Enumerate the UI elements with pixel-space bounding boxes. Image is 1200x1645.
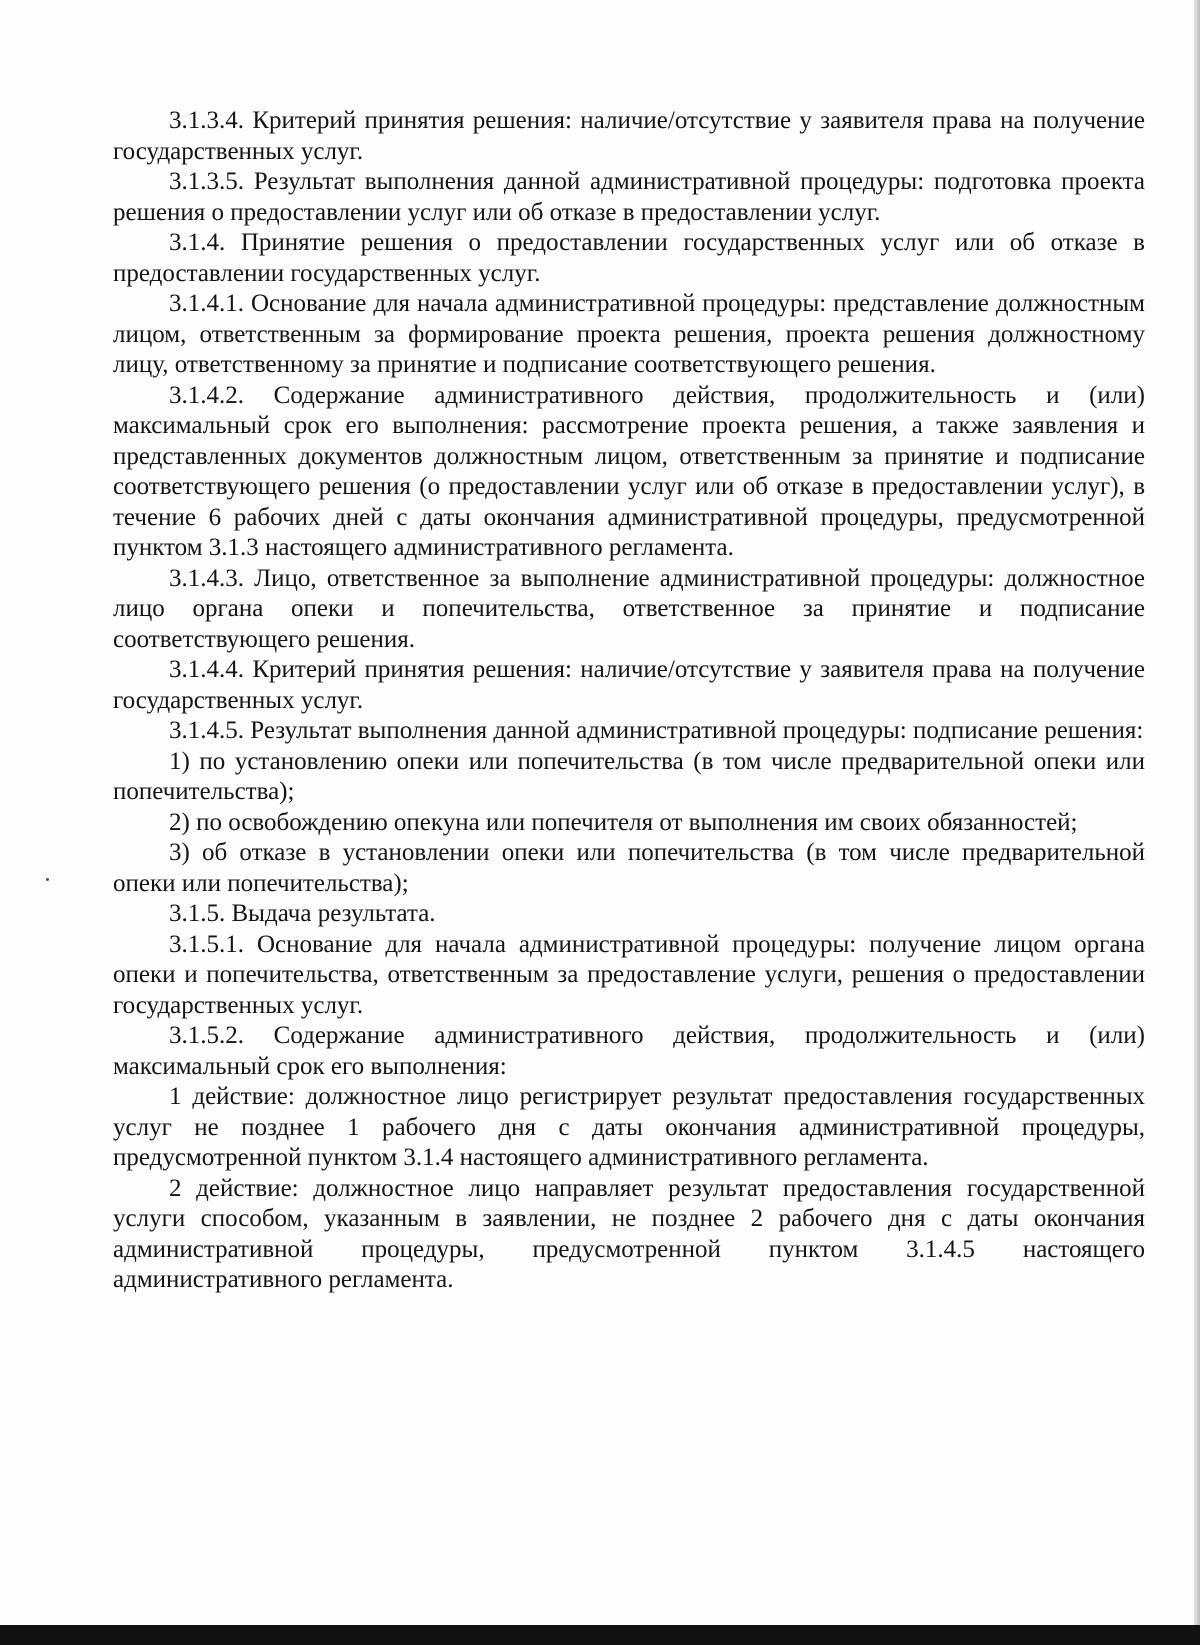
- paragraph-3-1-4-5: 3.1.4.5. Результат выполнения данной административной процедуры: подписание решения:: [169, 717, 1144, 744]
- action-1-paragraph: 1 действие: должностное лицо регистрирует результат предоставления государственных услуг не позднее 1 рабочего дня с даты окончания административной процедуры, предусмотренной пунктом 3.1.4 настоящего административного регламента.: [113, 1083, 1145, 1171]
- paragraph-3-1-4-2: 3.1.4.2. Содержание административного действия, продолжительность и (или) максимальный срок его выполнения: рассмотрение проекта решения, а также заявления и представленных документов должностным лицом, ответственным за принятие и подписание соответствующего решения (о предоставлении услуг или об отказе в предоставлении услуг), в течение 6 рабочих дней с даты окончания административной процедуры, предусмотренной пунктом 3.1.3 настоящего административного регламента.: [113, 381, 1145, 561]
- list-item-2: 2) по освобождению опекуна или попечителя от выполнения им своих обязанностей;: [169, 808, 1078, 836]
- paragraph-3-1-4-4: 3.1.4.4. Критерий принятия решения: наличие/отсутствие у заявителя права на получение государственных услуг.: [113, 656, 1145, 714]
- paragraph-3-1-4-1: 3.1.4.1. Основание для начала административной процедуры: представление должностным лицом, ответственным за формирование проекта решения, проекта решения должностному лицу, ответственному за принятие и подписание соответствующего решения.: [113, 290, 1145, 378]
- scan-speck: [46, 878, 49, 881]
- paragraph-3-1-4: 3.1.4. Принятие решения о предоставлении государственных услуг или об отказе в предоставлении государственных услуг.: [113, 229, 1145, 287]
- scan-edge-bottom: [0, 1625, 1200, 1645]
- list-item-3: 3) об отказе в установлении опеки или попечительства (в том числе предварительной опеки или попечительства);: [113, 839, 1145, 897]
- paragraph-3-1-4-3: 3.1.4.3. Лицо, ответственное за выполнение административной процедуры: должностное лицо органа опеки и попечительства, ответственное за принятие и подписание соответствующего решения.: [113, 564, 1145, 653]
- document-body: [113, 106, 1145, 1296]
- action-2-paragraph: 2 действие: должностное лицо направляет результат предоставления государственной услуги способом, указанным в заявлении, не позднее 2 рабочего дня с даты окончания административной процедуры, предусмотренной пунктом 3.1.4.5 настоящего административного регламента.: [113, 1174, 1145, 1293]
- paragraph-3-1-5: 3.1.5. Выдача результата.: [169, 900, 436, 927]
- list-item-1: 1) по установлению опеки или попечительства (в том числе предварительной опеки или попечительства);: [113, 747, 1145, 805]
- paragraph-3-1-5-1: 3.1.5.1. Основание для начала административной процедуры: получение лицом органа опеки и попечительства, ответственным за предоставление услуги, решения о предоставлении государственных услуг.: [113, 930, 1145, 1019]
- paragraph-3-1-3-5: 3.1.3.5. Результат выполнения данной административной процедуры: подготовка проекта решения о предоставлении услуг или об отказе в предоставлении услуг.: [113, 168, 1145, 226]
- scan-edge-right: [1194, 0, 1200, 1645]
- paragraph-3-1-5-2: 3.1.5.2. Содержание административного действия, продолжительность и (или) максимальный срок его выполнения:: [113, 1022, 1145, 1080]
- paragraph-3-1-3-4: 3.1.3.4. Критерий принятия решения: наличие/отсутствие у заявителя права на получение государственных услуг.: [113, 107, 1145, 165]
